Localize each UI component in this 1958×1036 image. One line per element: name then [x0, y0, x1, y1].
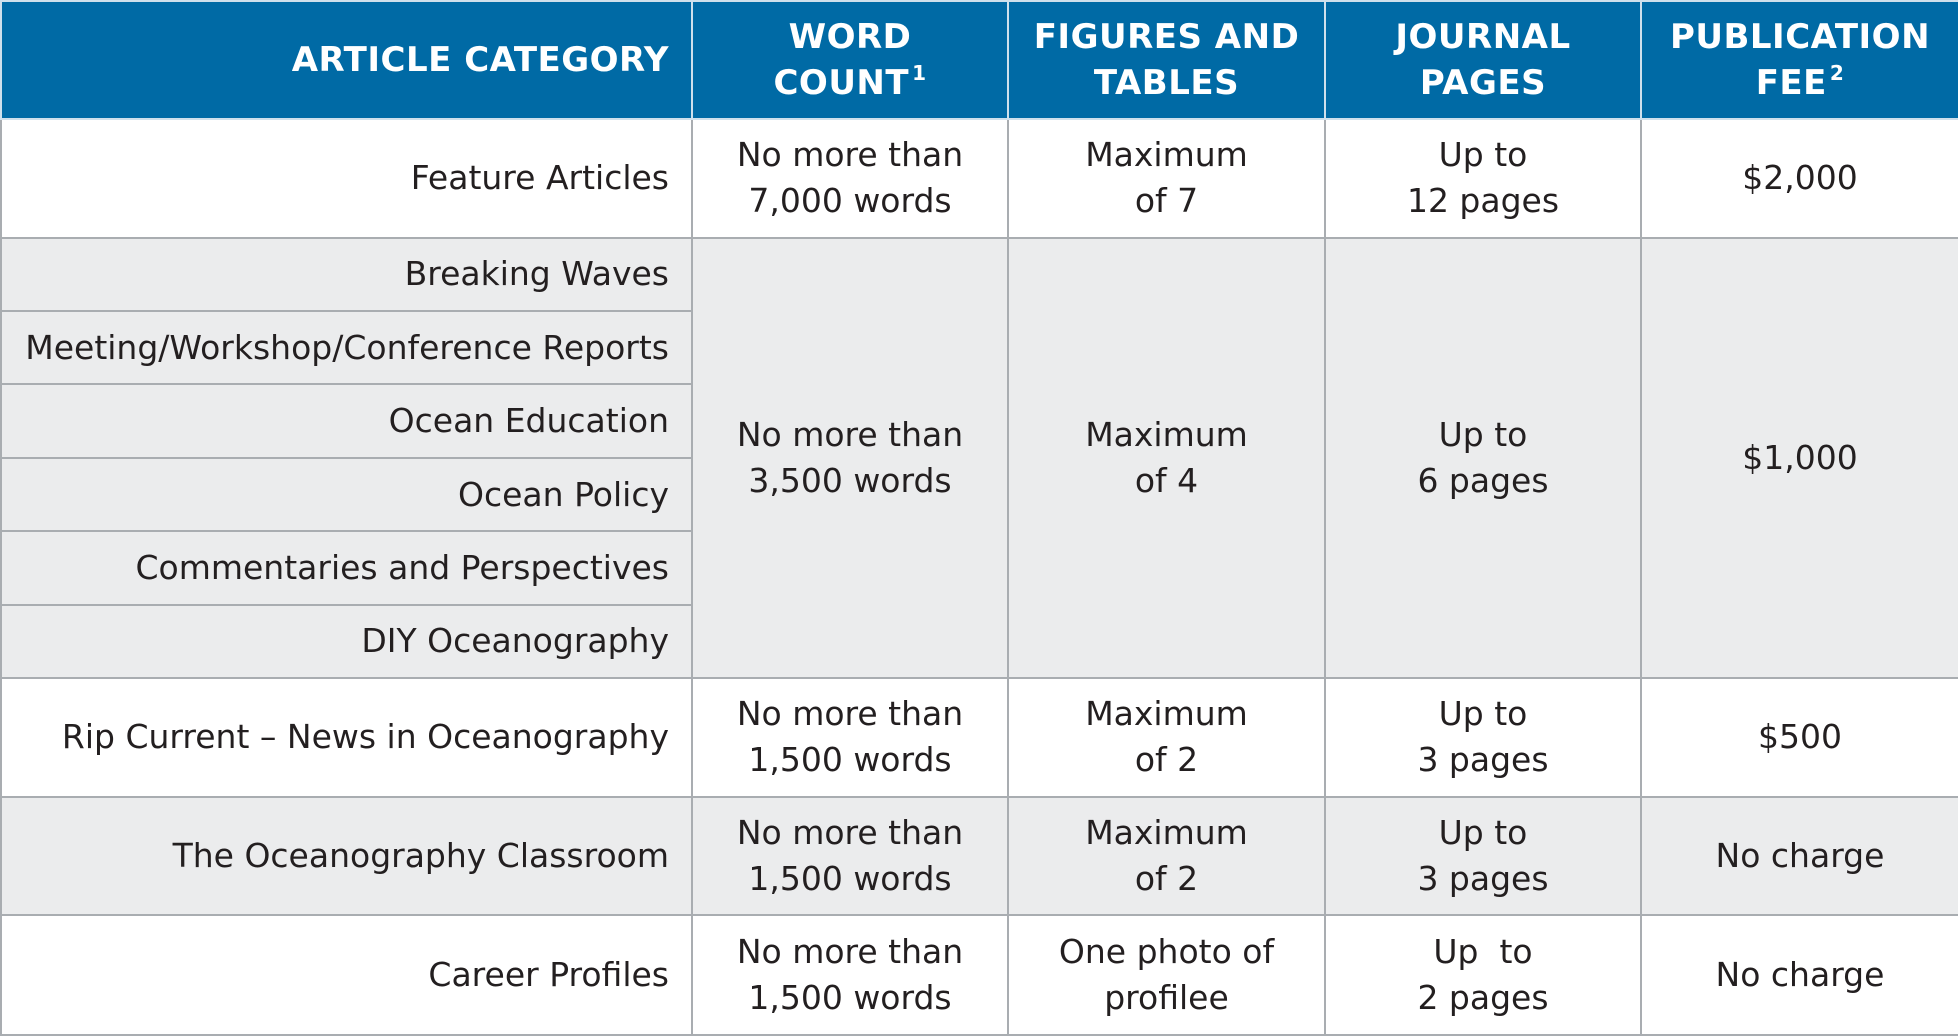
- header-publication-fee: [1641, 1, 1958, 119]
- table-row-oceanography-classroom: [1, 797, 1958, 916]
- pages-cell: Up to 2 pages: [1325, 915, 1641, 1035]
- header-word-count-line2: COUNT: [773, 63, 910, 103]
- figures-cell: Maximum of 4: [1008, 238, 1325, 678]
- footnote-marker-1: 1: [912, 61, 927, 85]
- category-cell: Rip Current – News in Oceanography: [1, 678, 692, 797]
- figures-cell: Maximum of 2: [1008, 797, 1325, 916]
- category-cell: Ocean Education: [1, 384, 692, 457]
- category-cell: DIY Oceanography: [1, 605, 692, 678]
- header-article-category: ARTICLE CATEGORY: [1, 1, 692, 119]
- category-cell: Feature Articles: [1, 119, 692, 238]
- header-figures-line1: FIGURES AND: [1033, 17, 1300, 57]
- fee-cell: $500: [1641, 678, 1958, 797]
- header-fee-line2: FEE: [1755, 63, 1827, 103]
- category-cell: Meeting/Workshop/Conference Reports: [1, 311, 692, 384]
- header-row: [1, 1, 1958, 119]
- figures-cell: Maximum of 7: [1008, 119, 1325, 238]
- header-word-count-line1: WORD: [788, 17, 912, 57]
- figures-cell: Maximum of 2: [1008, 678, 1325, 797]
- header-figures-line2: TABLES: [1093, 63, 1240, 103]
- pages-cell: Up to 12 pages: [1325, 119, 1641, 238]
- category-cell: Commentaries and Perspectives: [1, 531, 692, 604]
- pages-cell: Up to 3 pages: [1325, 678, 1641, 797]
- word-count-cell: No more than 7,000 words: [692, 119, 1008, 238]
- figures-cell: One photo of profilee: [1008, 915, 1325, 1035]
- word-count-cell: No more than 1,500 words: [692, 678, 1008, 797]
- footnote-marker-2: 2: [1829, 61, 1845, 85]
- pages-cell: Up to 3 pages: [1325, 797, 1641, 916]
- word-count-cell: No more than 1,500 words: [692, 797, 1008, 916]
- table-row-career-profiles: [1, 915, 1958, 1035]
- pages-cell: Up to 6 pages: [1325, 238, 1641, 678]
- table-row-feature-articles: [1, 119, 1958, 238]
- category-cell: The Oceanography Classroom: [1, 797, 692, 916]
- category-cell: Breaking Waves: [1, 238, 692, 311]
- header-journal-pages: [1325, 1, 1641, 119]
- fee-cell: $1,000: [1641, 238, 1958, 678]
- header-pages-line2: PAGES: [1419, 63, 1547, 103]
- fee-cell: No charge: [1641, 915, 1958, 1035]
- word-count-cell: No more than 3,500 words: [692, 238, 1008, 678]
- table-row-rip-current: [1, 678, 1958, 797]
- header-figures-and-tables: [1008, 1, 1325, 119]
- header-pages-line1: JOURNAL: [1395, 17, 1571, 57]
- category-cell: Career Profiles: [1, 915, 692, 1035]
- category-cell: Ocean Policy: [1, 458, 692, 531]
- fee-cell: $2,000: [1641, 119, 1958, 238]
- fee-cell: No charge: [1641, 797, 1958, 916]
- header-fee-line1: PUBLICATION: [1669, 17, 1931, 57]
- table-row-breaking-waves: [1, 238, 1958, 311]
- word-count-cell: No more than 1,500 words: [692, 915, 1008, 1035]
- header-word-count: [692, 1, 1008, 119]
